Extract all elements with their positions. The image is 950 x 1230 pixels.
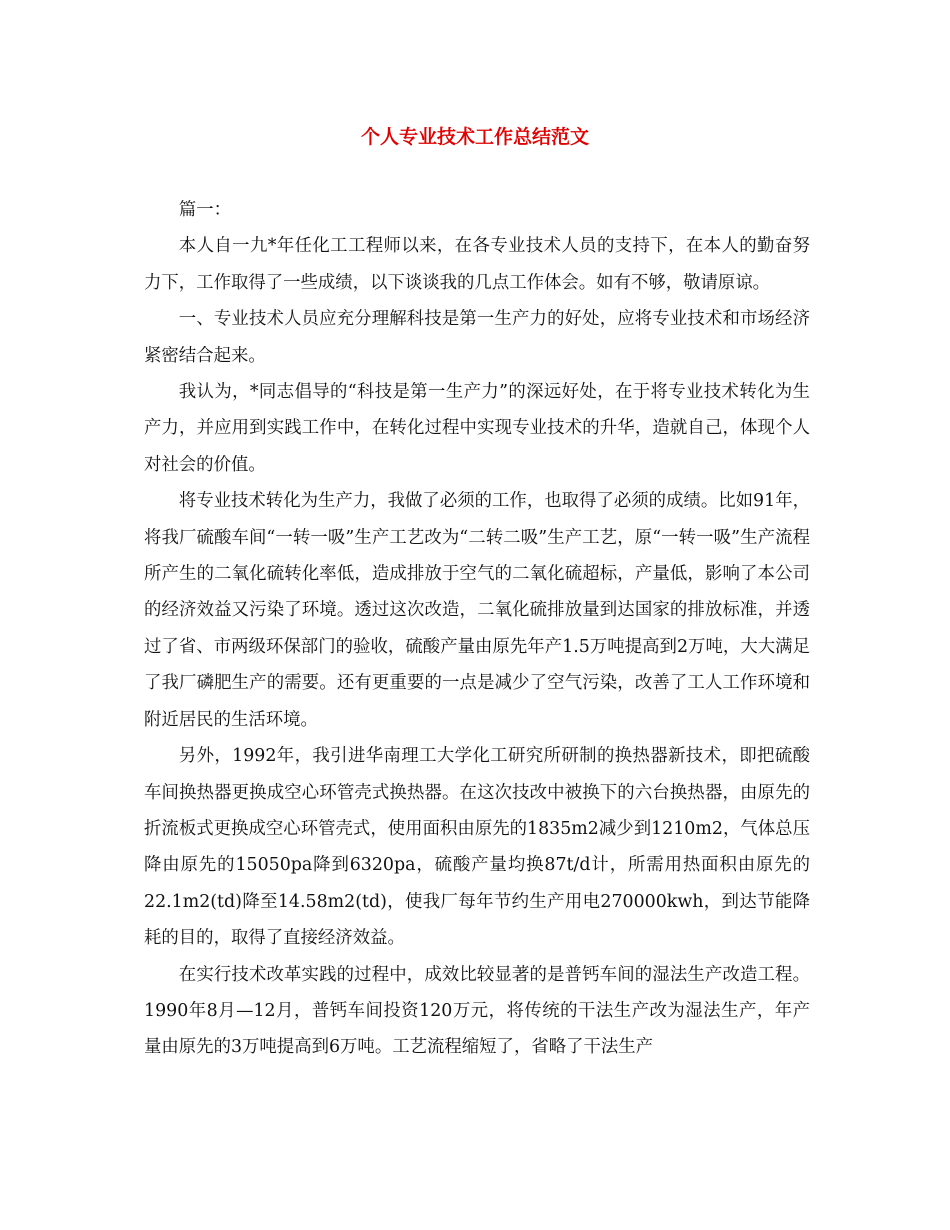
document-title: 个人专业技术工作总结范文 [360, 126, 589, 148]
document-body [144, 192, 810, 1066]
paragraph: 将专业技术转化为生产力，我做了必须的工作，也取得了必须的成绩。比如91年，将我厂硫酸车间“一转一吸”生产工艺改为“二转二吸”生产工艺，原“一转一吸”生产流程所产生的二氧化硫转化率低，造成排放于空气的二氧化硫超标，产量低，影响了本公司的经济效益又污染了环境。透过这次改造，二氧化硫排放量到达国家的排放标准，并透过了省、市两级环保部门的验收，硫酸产量由原先年产1.5万吨提高到2万吨，大大满足了我厂磷肥生产的需要。还有更重要的一点是减少了空气污染，改善了工人工作环境和附近居民的生活环境。 [144, 491, 810, 730]
paragraph: 我认为，*同志倡导的“科技是第一生产力”的深远好处，在于将专业技术转化为生产力，并应用到实践工作中，在转化过程中实现专业技术的升华，造就自己，体现个人对社会的价值。 [144, 382, 810, 475]
paragraph: 本人自一九*年任化工工程师以来，在各专业技术人员的支持下，在本人的勤奋努力下，工作取得了一些成绩，以下谈谈我的几点工作体会。如有不够，敬请原谅。 [144, 236, 810, 293]
paragraph: 在实行技术改革实践的过程中，成效比较显著的是普钙车间的湿法生产改造工程。1990年8月—12月，普钙车间投资120万元，将传统的干法生产改为湿法生产，年产量由原先的3万吨提高到6万吨。工艺流程缩短了，省略了干法生产 [144, 964, 810, 1058]
paragraph-heading: 篇一： [178, 200, 231, 220]
paragraph: 一、专业技术人员应充分理解科技是第一生产力的好处，应将专业技术和市场经济紧密结合起来。 [144, 309, 810, 366]
paragraph: 另外，1992年，我引进华南理工大学化工研究所研制的换热器新技术，即把硫酸车间换热器更换成空心环管壳式换热器。在这次技改中被换下的六台换热器，由原先的折流板式更换成空心环管壳式，使用面积由原先的1835m2减少到1210m2，气体总压降由原先的15050pa降到6320pa，硫酸产量均换87t/d计，所需用热面积由原先的22.1m2(td)降至14.58m2(td)，使我厂每年节约生产用电270000kwh，到达节能降耗的目的，取得了直接经济效益。 [144, 746, 810, 949]
